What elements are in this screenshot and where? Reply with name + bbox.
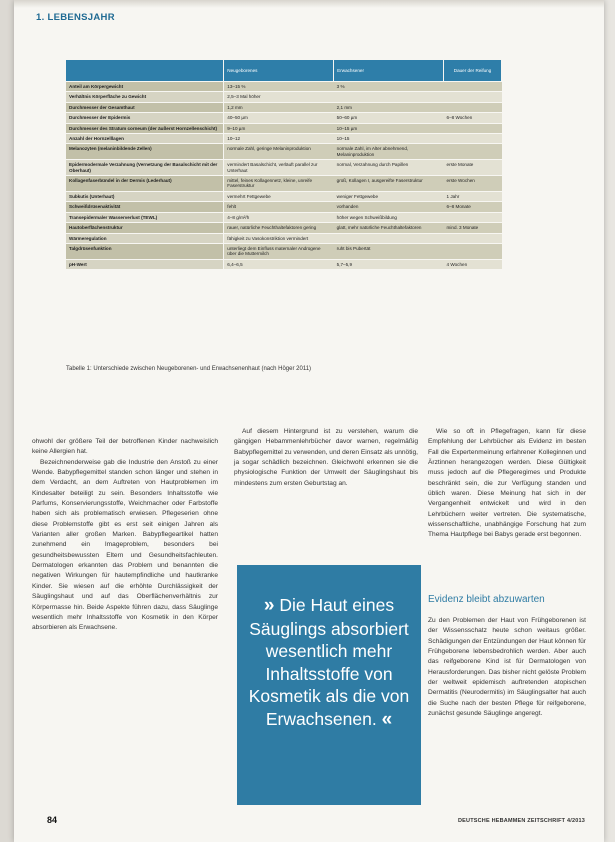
table-cell (444, 243, 502, 259)
paragraph: Auf diesem Hintergrund ist zu verstehen, warum die gängigen Hebammenlehrbücher davor warnen, regelmäßig Babypflegemittel zu verwenden, und deren Einsatz als unnötig, ja sogar schädlich bezeichnen. Gleichwohl erkennen sie die physiologische Funktion der Umwelt der Säuglingshaut bis mindestens zum ersten Geburtstag an. (234, 428, 419, 487)
magazine-page (14, 0, 604, 842)
table-caption: Tabelle 1: Unterschiede zwischen Neugeborenen- und Erwachsenenhaut (nach Höger 2011) (66, 366, 312, 372)
table-row (66, 202, 502, 212)
pull-quote (237, 565, 421, 805)
table-cell (444, 123, 502, 133)
text-column-2 (234, 427, 418, 489)
table-cell: 5,7–5,9 (334, 259, 444, 269)
table-row (66, 243, 502, 259)
table-cell: mittel, feines Kollagennetz, kleine, unreife Faserstruktur (224, 176, 334, 192)
section-header: 1. LEBENSJAHR (36, 12, 115, 23)
table-cell (444, 82, 502, 92)
table-cell: 4 Wochen (444, 259, 502, 269)
row-label: Subkutis (Unterhaut) (66, 191, 224, 201)
quote-text: Die Haut eines Säuglings absorbiert wesentlich mehr Inhaltsstoffe von Kosmetik als die von Erwachsenen. (248, 595, 410, 729)
quote-open-mark: » (263, 595, 275, 616)
binding-edge (0, 0, 14, 842)
text-column-3 (428, 427, 586, 541)
table-cell: unterliegt dem Einfluss maternaler Androgene über die Muttermilch (224, 243, 334, 259)
table-cell: 13–15 % (224, 82, 334, 92)
table-row (66, 92, 502, 102)
table-cell: groß, Kollagen I, ausgereifte Faserstruktur (334, 176, 444, 192)
row-label: Durchmesser des Stratum corneum (der äußerst Hornzellenschicht) (66, 123, 224, 133)
paragraph: ohwohl der größere Teil der betroffenen Kinder nachweislich keine Allergien hat. (32, 438, 218, 456)
table-cell (334, 233, 444, 243)
row-label: Durchmesser der Gesamthaut (66, 102, 224, 112)
table-cell: normale Zahl, geringe Melaninproduktion (224, 144, 334, 160)
comparison-table (66, 60, 502, 269)
table-row (66, 259, 502, 269)
text-column-1 (32, 437, 218, 634)
table-cell: mind. 3 Monate (444, 223, 502, 233)
table-header-cell (66, 60, 224, 82)
table-row (66, 113, 502, 123)
row-label: Epidermodermale Verzahnung (Vernetzung der Basalschicht mit der Oberhaut) (66, 160, 224, 176)
table-cell: fähigkeit zu Vasokonstriktion vermindert (224, 233, 334, 243)
row-label: Anzahl der Hornzelllagen (66, 134, 224, 144)
table-cell: erste Wochen (444, 176, 502, 192)
row-label: Hautoberflächenstruktur (66, 223, 224, 233)
table-cell: 9–10 µm (224, 123, 334, 133)
table-cell (444, 134, 502, 144)
row-label: Wärmeregulation (66, 233, 224, 243)
table-cell: 3 % (334, 82, 444, 92)
table-cell: höher wegen Schweißbildung (334, 212, 444, 222)
table-cell: 2,5–3 Mal höher (224, 92, 334, 102)
table-row (66, 134, 502, 144)
row-label: Melanozyten (melaninbildende Zellen) (66, 144, 224, 160)
table-row (66, 82, 502, 92)
paragraph: Bezeichnenderweise gab die Industrie den Anstoß zu einer Wende. Babypflegemittel standen schon länger und stehen in dem Verdacht, an dem Auftreten von Hautproblemen im Kindesalter beteiligt zu sein. Besonders Inhaltsstoffe wie Parfums, Konservierungsstoffe, Weichmacher oder Farbstoffe haben sich als problematisch erwiesen. Pflegeserien ohne diese Problemstoffe gibt es erst seit einigen Jahren als Varianten aller großen Marken. Babypflegeartikel hatten zunehmend ein Imageproblem, besonders bei gesundheitsbewussten Eltern und Gesundheitsfachleuten. Dermatologen erkannten das Problem und benannten die negativen Wirkungen für hautempfindliche und hautkranke Kinder. Sie wiesen auf die erhöhte Durchlässigkeit der Säuglingshaut und auf das Oberflächenverhältnis zur Körpermasse hin. Beide Aspekte führen dazu, dass Säuglinge wesentlich mehr Inhaltsstoffe von Kosmetik in den Körper absorbieren als Erwachsene. (32, 458, 218, 632)
table-row (66, 233, 502, 243)
table-cell: 6–8 Wochen (444, 113, 502, 123)
row-label: Schweißdrüsenaktivität (66, 202, 224, 212)
table-row (66, 212, 502, 222)
table-row (66, 102, 502, 112)
scan-shadow (14, 0, 604, 8)
paragraph: Wie so oft in Pflegefragen, kann für diese Empfehlung der Lehrbücher als Evidenz im besten Fall die Expertenmeinung erfahrener Kolleginnen und Ärztinnen herangezogen werden. Diese Gültigkeit muss jedoch auf die Pflegeregimes und Produkte beschränkt sein, die zur Verfügung standen und üblich waren. Diese Meinung hat sich in der Vergangenheit entwickelt und wird in den Lehrbüchern weiter vertreten. Die systematische, wissenschaftliche, unabhängige Forschung hat zum Thema Hautpflege bei Babys gerade erst begonnen. (428, 428, 586, 539)
table-row (66, 144, 502, 160)
table-cell (444, 92, 502, 102)
table-row (66, 123, 502, 133)
table-header-row (66, 60, 502, 82)
table-cell: vorhanden (334, 202, 444, 212)
page-number: 84 (47, 815, 58, 825)
table-header-cell: Dauer der Reifung (444, 60, 502, 82)
row-label: Verhältnis Körperfläche zu Gewicht (66, 92, 224, 102)
row-label: Durchmesser der Epidermis (66, 113, 224, 123)
table-cell: rauer, natürliche Feuchthaltefaktoren gering (224, 223, 334, 233)
table-row (66, 176, 502, 192)
paragraph: Zu den Problemen der Haut von Frühgeborenen ist der Wissensschatz heute schon weitaus größer. Schädigungen der Entzündungen der Haut können für Frühgeborene lebensbedrohlich werden. Aber auch das reifgeborene Kind ist für Dermatologen von Herausforderungen. Das bisher nicht gelöste Problem der weltweit epidemisch auftretenden atopischen Dermatitis (Neurodermitis) im Säuglingsalter hat auch die Suche nach der besten Pflege für reifgeborene, zunächst gesunde Säuglinge angeregt. (428, 617, 587, 718)
table-cell: fehlt (224, 202, 334, 212)
table-cell: 6–8 Monate (444, 202, 502, 212)
section-subheading: Evidenz bleibt abzuwarten (428, 594, 545, 605)
table-cell: 40–50 µm (224, 113, 334, 123)
table-cell: vermindert Basalschicht, verläuft parallel zur Unterhaut (224, 160, 334, 176)
table-row (66, 191, 502, 201)
table-cell: normale Zahl, im Alter abnehmend, Melaninproduktion (334, 144, 444, 160)
table-cell (444, 144, 502, 160)
table-cell: 50–60 µm (334, 113, 444, 123)
table-cell: 10–12 (224, 134, 334, 144)
text-column-3b (428, 616, 586, 719)
table-cell: 10–15 µm (334, 123, 444, 133)
journal-footer: DEUTSCHE HEBAMMEN ZEITSCHRIFT 4/2013 (458, 818, 585, 824)
table-cell: 1 Jahr (444, 191, 502, 201)
row-label: Kollagenfaserbündel in der Dermis (Lederhaut) (66, 176, 224, 192)
table-cell: 2,1 mm (334, 102, 444, 112)
table-cell: 10–15 (334, 134, 444, 144)
row-label: Anteil am Körpergewicht (66, 82, 224, 92)
table-header-cell: Neugeborenes (224, 60, 334, 82)
table-cell: weniger Fettgewebe (334, 191, 444, 201)
table-cell (444, 212, 502, 222)
table-cell: normal, Verzahnung durch Papillen (334, 160, 444, 176)
table-cell: erste Monate (444, 160, 502, 176)
table-cell: glatt, mehr natürliche Feuchthaltefaktoren (334, 223, 444, 233)
table-cell (334, 92, 444, 102)
table-cell: vermehrt Fettgewebe (224, 191, 334, 201)
table-row (66, 223, 502, 233)
table-cell (444, 102, 502, 112)
row-label: Transepidermaler Wasserverlust (TEWL) (66, 212, 224, 222)
table-cell: 4–8 g/m²/h (224, 212, 334, 222)
quote-close-mark: « (381, 708, 393, 730)
row-label: Talgdrüsenfunktion (66, 243, 224, 259)
table-cell (444, 233, 502, 243)
row-label: pH-Wert (66, 259, 224, 269)
table-cell: 6,4–6,5 (224, 259, 334, 269)
table-header-cell: Erwachsener (334, 60, 444, 82)
table-cell: ruht bis Pubertät (334, 243, 444, 259)
table-cell: 1,2 mm (224, 102, 334, 112)
table-row (66, 160, 502, 176)
